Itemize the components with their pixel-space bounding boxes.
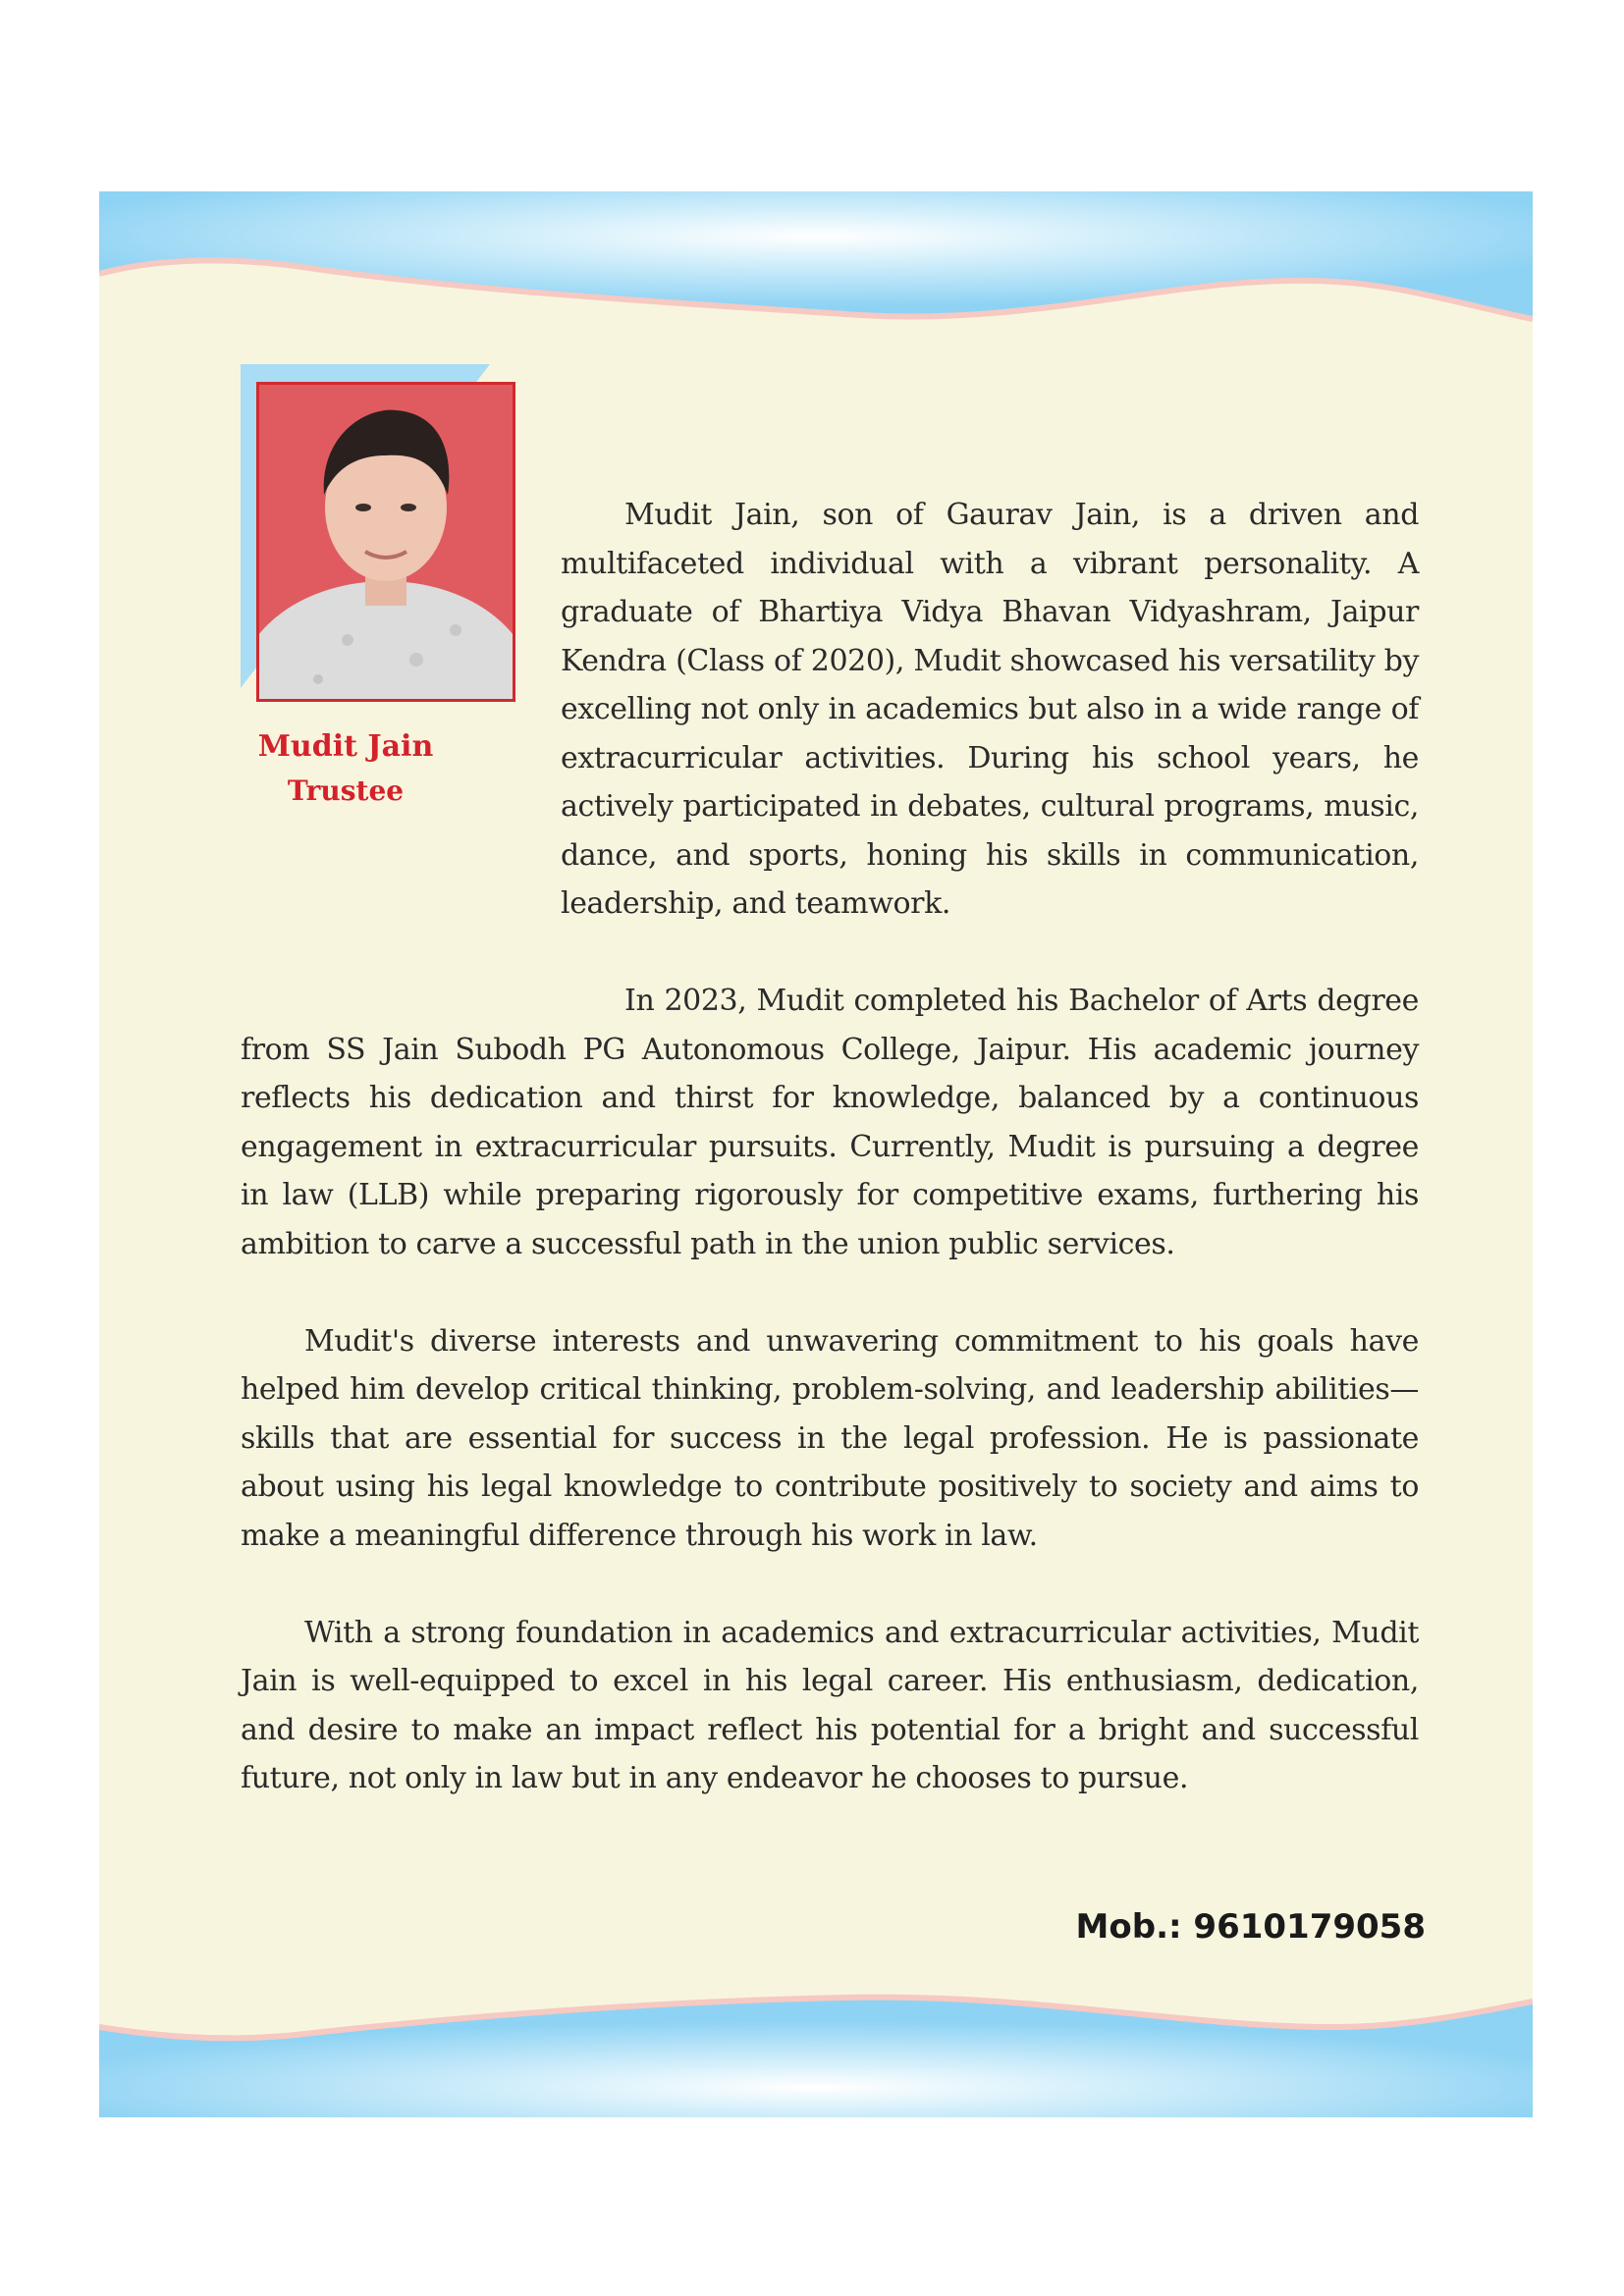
top-wave-banner — [99, 191, 1533, 329]
profile-card — [99, 191, 1533, 2117]
bio-paragraph-1: Mudit Jain, son of Gaurav Jain, is a driven and multifaceted individual with a vibrant personality. A graduate of Bhartiya Vidya Bhavan Vidyashram, Jaipur Kendra (Class of 2020), Mudit showcased his versatility by excelling not only in academics but also in a wide range of extracurricular activities. During his school years, he actively participated in debates, cultural programs, music, dance, and sports, honing his skills in communication, leadership, and teamwork. — [561, 498, 1419, 921]
profile-name: Mudit Jain — [257, 729, 434, 764]
mobile-number: Mob.: 9610179058 — [1075, 1907, 1426, 1947]
bio-paragraph-2: In 2023, Mudit completed his Bachelor of Arts degree from SS Jain Subodh PG Autonomous College, Jaipur. His academic journey reflects his dedication and thirst for knowledge, balanced by a continuous engagement in extracurricular pursuits. Currently, Mudit is pursuing a degree in law (LLB) while preparing rigorously for competitive exams, furthering his ambition to carve a successful path in the union public services. — [241, 984, 1419, 1261]
profile-role: Trustee — [287, 774, 405, 807]
biography-text — [241, 491, 1419, 1851]
bottom-wave-banner — [99, 1980, 1533, 2117]
bio-paragraph-4: With a strong foundation in academics and extracurricular activities, Mudit Jain is well-equipped to excel in his legal career. His enthusiasm, dedication, and desire to make an impact reflect his potential for a bright and successful future, not only in law but in any endeavor he chooses to pursue. — [241, 1615, 1419, 1795]
bio-paragraph-3: Mudit's diverse interests and unwavering commitment to his goals have helped him develop critical thinking, problem-solving, and leadership abilities—skills that are essential for success in the legal profession. He is passionate about using his legal knowledge to contribute positively to society and aims to make a meaningful difference through his work in law. — [241, 1323, 1419, 1553]
